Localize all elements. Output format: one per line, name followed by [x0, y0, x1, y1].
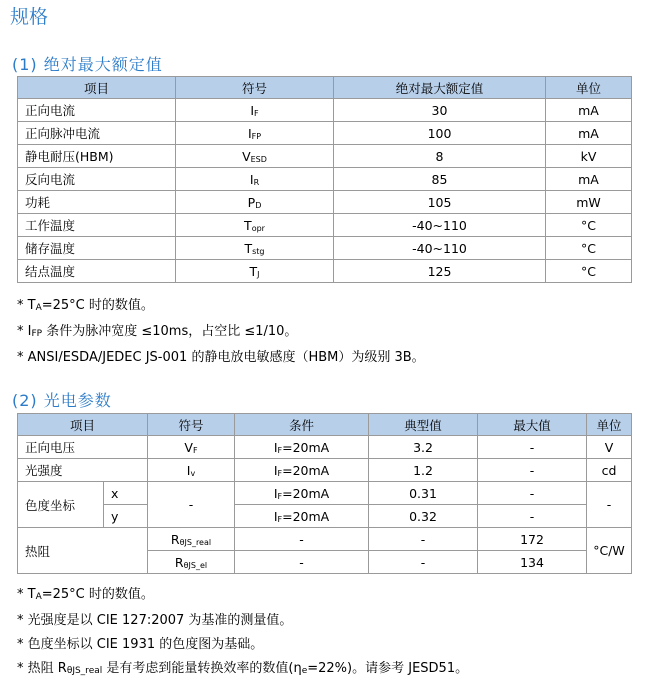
note-1: * $T_A=25^\circ C$ 时的数值。: [17, 298, 154, 313]
table-row: [18, 214, 632, 237]
unit-cell: °C: [546, 260, 632, 283]
unit-cell: mW: [546, 191, 632, 214]
header-unit: 单位: [587, 414, 632, 436]
unit-cell: mA: [546, 168, 632, 191]
value-cell: 105: [334, 191, 546, 214]
section-2-title: (2) 光电参数: [12, 391, 112, 410]
header-condition: 条件: [235, 414, 369, 436]
page-title: 规格: [10, 6, 49, 28]
symbol-cell: $I_F$: [176, 99, 334, 122]
table-row: 光强度 $I_v$ $I_F=20mA$ 1.2 - cd: [18, 459, 632, 482]
header-symbol: 符号: [148, 414, 235, 436]
symbol-cell: $T_{stg}$: [176, 237, 334, 260]
item-cell: 结点温度: [18, 260, 176, 283]
table-row: [18, 145, 632, 168]
note-3: * 色度坐标以 CIE 1931 的色度图为基础。: [17, 637, 264, 652]
header-max: 最大值: [478, 414, 587, 436]
table-header-row: [18, 77, 632, 99]
symbol-cell: $T_{opr}$: [176, 214, 334, 237]
table-row: 色度坐标 x - $I_F=20mA$ 0.31 - -: [18, 482, 632, 505]
item-cell: 工作温度: [18, 214, 176, 237]
table-row: y $I_F=20mA$ 0.32 -: [18, 505, 632, 528]
item-cell: 功耗: [18, 191, 176, 214]
item-cell: 正向电流: [18, 99, 176, 122]
item-cell: 反向电流: [18, 168, 176, 191]
table-row: [18, 260, 632, 283]
table-row: [18, 168, 632, 191]
header-item: 项目: [18, 77, 176, 99]
item-cell: 储存温度: [18, 237, 176, 260]
unit-cell: °C: [546, 214, 632, 237]
symbol-cell: $I_R$: [176, 168, 334, 191]
value-cell: 100: [334, 122, 546, 145]
header-typical: 典型值: [369, 414, 478, 436]
value-cell: 125: [334, 260, 546, 283]
symbol-cell: $P_D$: [176, 191, 334, 214]
item-cell: 静电耐压(HBM): [18, 145, 176, 168]
table-row: $R_{\theta JS\_el}$ - - 134: [18, 551, 632, 574]
symbol-cell: $V_{ESD}$: [176, 145, 334, 168]
section-1-notes: [17, 294, 425, 370]
header-rating: 绝对最大额定值: [334, 77, 546, 99]
value-cell: 8: [334, 145, 546, 168]
symbol-cell: $T_J$: [176, 260, 334, 283]
note-2: * 光强度是以 CIE 127:2007 为基准的测量值。: [17, 613, 293, 628]
header-symbol: 符号: [176, 77, 334, 99]
table-row: 热阻 $R_{\theta JS\_real}$ - - 172 °C/W: [18, 528, 632, 551]
header-item: 项目: [18, 414, 148, 436]
header-unit: 单位: [546, 77, 632, 99]
note-4: * 热阻 $R_{\theta JS\_real}$ 是有考虑到能量转换效率的数值$(\eta_e=22\%)$。请参考 JESD51。: [17, 661, 469, 676]
optoelectronic-parameters-table: [17, 413, 632, 574]
table-row: [18, 99, 632, 122]
unit-cell: kV: [546, 145, 632, 168]
value-cell: -40~110: [334, 214, 546, 237]
unit-cell: mA: [546, 122, 632, 145]
item-cell: 正向脉冲电流: [18, 122, 176, 145]
unit-cell: mA: [546, 99, 632, 122]
value-cell: 30: [334, 99, 546, 122]
section-1-title: (1) 绝对最大额定值: [12, 55, 163, 74]
value-cell: 85: [334, 168, 546, 191]
value-cell: -40~110: [334, 237, 546, 260]
table-row: [18, 191, 632, 214]
note-2: * $I_{FP}$ 条件为脉冲宽度 ≤10ms，占空比 ≤1/10。: [17, 324, 298, 339]
note-3: * ANSI/ESDA/JEDEC JS-001 的静电放电敏感度（HBM）为级别 3B。: [17, 350, 425, 365]
absolute-max-ratings-table: [17, 76, 632, 283]
note-1: * $T_A=25^\circ C$ 时的数值。: [17, 587, 154, 602]
table-header-row: [18, 414, 632, 436]
table-row: [18, 122, 632, 145]
symbol-cell: $I_{FP}$: [176, 122, 334, 145]
table-row: 正向电压 $V_F$ $I_F=20mA$ 3.2 - V: [18, 436, 632, 459]
table-row: [18, 237, 632, 260]
unit-cell: °C: [546, 237, 632, 260]
section-2-notes: [17, 583, 468, 683]
